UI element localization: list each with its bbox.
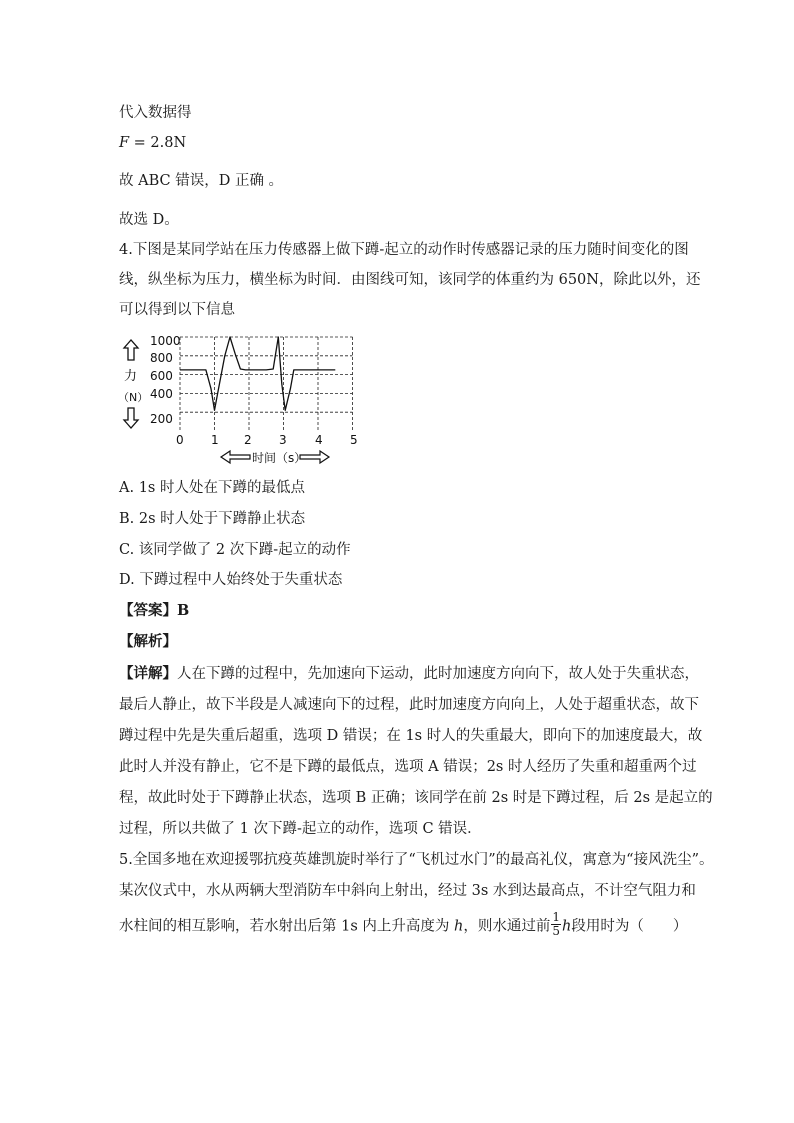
q5-text-a: 水柱间的相互影响，若水射出后第 1s 内上升高度为 — [119, 918, 454, 935]
x-tick-label: 5 — [350, 433, 358, 447]
x-tick-label: 0 — [176, 433, 184, 447]
up-arrow-icon — [124, 340, 138, 360]
y-axis-label — [118, 340, 148, 428]
detail-line-3: 蹲过程中先是失重后超重，选项 D 错误；在 1s 时人的失重最大，即向下的加速度最大，故 — [119, 728, 703, 744]
detail-text: 人在下蹲的过程中，先加速向下运动，此时加速度方向向下，故人处于失重状态， — [177, 666, 699, 682]
option-a: A. 1s 时人处在下蹲的最低点 — [119, 480, 305, 496]
formula-line — [119, 133, 186, 153]
y-tick-label: 200 — [150, 412, 173, 426]
option-d: D. 下蹲过程中人始终处于失重状态 — [119, 572, 343, 588]
question-4-line-1: 4.下图是某同学站在压力传感器上做下蹲-起立的动作时传感器记录的压力随时间变化的图 — [119, 242, 689, 258]
x-tick-label: 3 — [279, 433, 287, 447]
question-4-line-3: 可以得到以下信息 — [119, 302, 235, 318]
option-c: C. 该同学做了 2 次下蹲-起立的动作 — [119, 542, 351, 558]
y-tick-label: 1000 — [150, 334, 181, 348]
var-h-2: h — [561, 918, 572, 935]
option-b: B. 2s 时人处于下蹲静止状态 — [119, 511, 306, 527]
text-line-substitute: 代入数据得 — [119, 105, 192, 121]
detail-line-1 — [119, 664, 699, 684]
fraction-one-fifth — [551, 911, 561, 938]
text-line-choice: 故选 D。 — [119, 212, 179, 228]
pressure-time-graph — [118, 328, 363, 466]
x-tick-label: 1 — [211, 433, 219, 447]
text-line-conclusion: 故 ABC 错误，D 正确 。 — [119, 173, 284, 189]
y-tick-label: 600 — [150, 369, 173, 383]
variable-f: F — [119, 135, 130, 151]
force-curve-series — [180, 337, 335, 410]
detail-line-6: 过程，所以共做了 1 次下蹲-起立的动作，选项 C 错误． — [119, 821, 482, 837]
x-tick-label: 4 — [315, 433, 323, 447]
x-tick-labels — [176, 433, 358, 447]
detail-line-2: 最后人静止，故下半段是人减速向下的过程，此时加速度方向向上，人处于超重状态，故下 — [119, 697, 699, 713]
x-axis-label-text: 时间（s） — [252, 451, 307, 465]
fraction-denominator: 5 — [552, 924, 560, 938]
question-5-line-3 — [119, 910, 688, 940]
left-arrow-icon — [221, 451, 250, 463]
formula-value: = 2.8N — [129, 135, 187, 151]
y-tick-label: 400 — [150, 387, 173, 401]
detail-tag: 【详解】 — [119, 665, 177, 682]
var-h: h — [454, 918, 464, 935]
x-axis-label — [221, 450, 329, 465]
analysis-heading: 【解析】 — [119, 633, 177, 650]
y-axis-label-force: 力 — [124, 369, 138, 384]
question-5-line-2: 某次仪式中，水从两辆大型消防车中斜向上射出，经过 3s 水到达最高点，不计空气阻力和 — [119, 883, 696, 899]
x-tick-label: 2 — [244, 433, 252, 447]
detail-line-5: 程，故此时处于下蹲静止状态，选项 B 正确；该同学在前 2s 时是下蹲过程，后 2s 是起立的 — [119, 790, 713, 806]
y-tick-label: 800 — [150, 351, 173, 365]
detail-line-4: 此时人并没有静止，它不是下蹲的最低点，选项 A 错误；2s 时人经历了失重和超重两个过 — [119, 759, 697, 775]
y-tick-labels — [150, 334, 181, 426]
graph-grid — [180, 337, 353, 431]
answer-line: 【答案】B — [119, 602, 190, 619]
q5-text-c: 段用时为（ ） — [571, 918, 688, 935]
question-4-line-2: 线，纵坐标为压力，横坐标为时间．由图线可知，该同学的体重约为 650N，除此以外，还 — [119, 272, 701, 288]
fraction-numerator: 1 — [552, 910, 560, 924]
y-axis-label-unit: （N） — [118, 391, 149, 404]
down-arrow-icon — [124, 408, 138, 428]
q5-text-b: ，则水通过前 — [463, 918, 551, 935]
question-5-line-1: 5.全国多地在欢迎援鄂抗疫英雄凯旋时举行了“飞机过水门”的最高礼仪，寓意为“接风洗尘”。 — [119, 852, 714, 868]
